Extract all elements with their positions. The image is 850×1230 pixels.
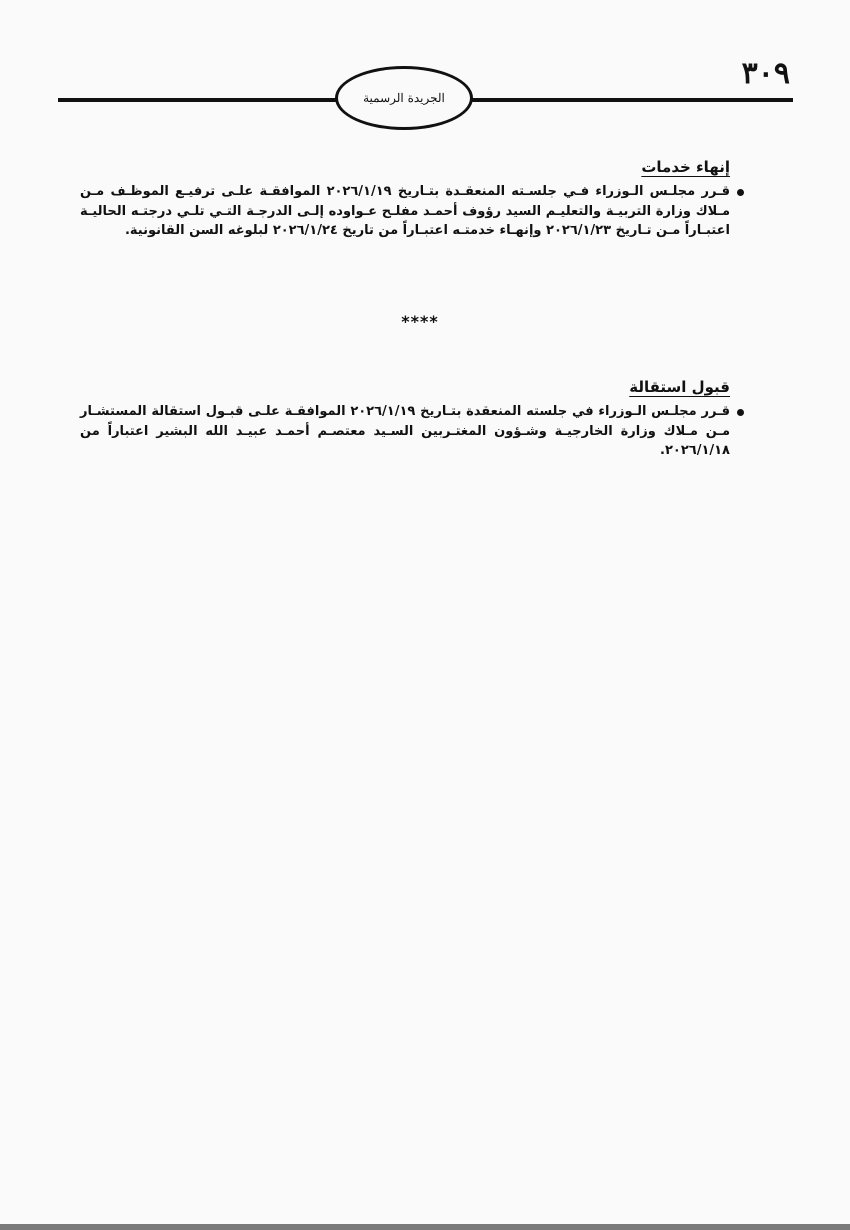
page-number: ٣٠٩ <box>741 56 790 91</box>
gazette-name: الجريدة الرسمية <box>363 91 445 105</box>
gazette-name-oval <box>335 66 473 130</box>
list-item <box>80 182 730 241</box>
section-end-of-service <box>80 158 730 241</box>
bullet-icon <box>737 409 744 416</box>
item-text: قـرر مجلـس الـوزراء في جلسته المنعقدة بتـاريخ ٢٠٢٦/١/١٩ الموافقـة علـى قبـول استقالة المستشـار مـن مـلاك وزارة الخارجيـة وشـؤون المغتـربين السـيد معتصـم أحمـد عبيـد الله البشير اعتباراً من ٢٠٢٦/١/١٨. <box>80 404 730 458</box>
section-resignation <box>80 378 730 461</box>
section-title: إنهاء خدمات <box>641 158 730 176</box>
section-title: قبول استقالة <box>629 378 730 396</box>
section-separator: **** <box>401 312 439 331</box>
bottom-border <box>0 1224 850 1230</box>
item-text: قـرر مجلـس الـوزراء فـي جلسـته المنعقـدة بتـاريخ ٢٠٢٦/١/١٩ الموافقـة علـى ترفيـع الموظـف مـن مـلاك وزارة التربيـة والتعليـم السيد رؤوف أحمـد مفلـح عـواوده إلـى الدرجـة التـي تلـي درجتـه الحاليـة اعتبـاراً مـن تـاريخ ٢٠٢٦/١/٢٣ وإنهـاء خدمتـه اعتبـاراً من تاريخ ٢٠٢٦/١/٢٤ لبلوغه السن القانونية. <box>80 184 730 238</box>
list-item <box>80 402 730 461</box>
bullet-icon <box>737 189 744 196</box>
